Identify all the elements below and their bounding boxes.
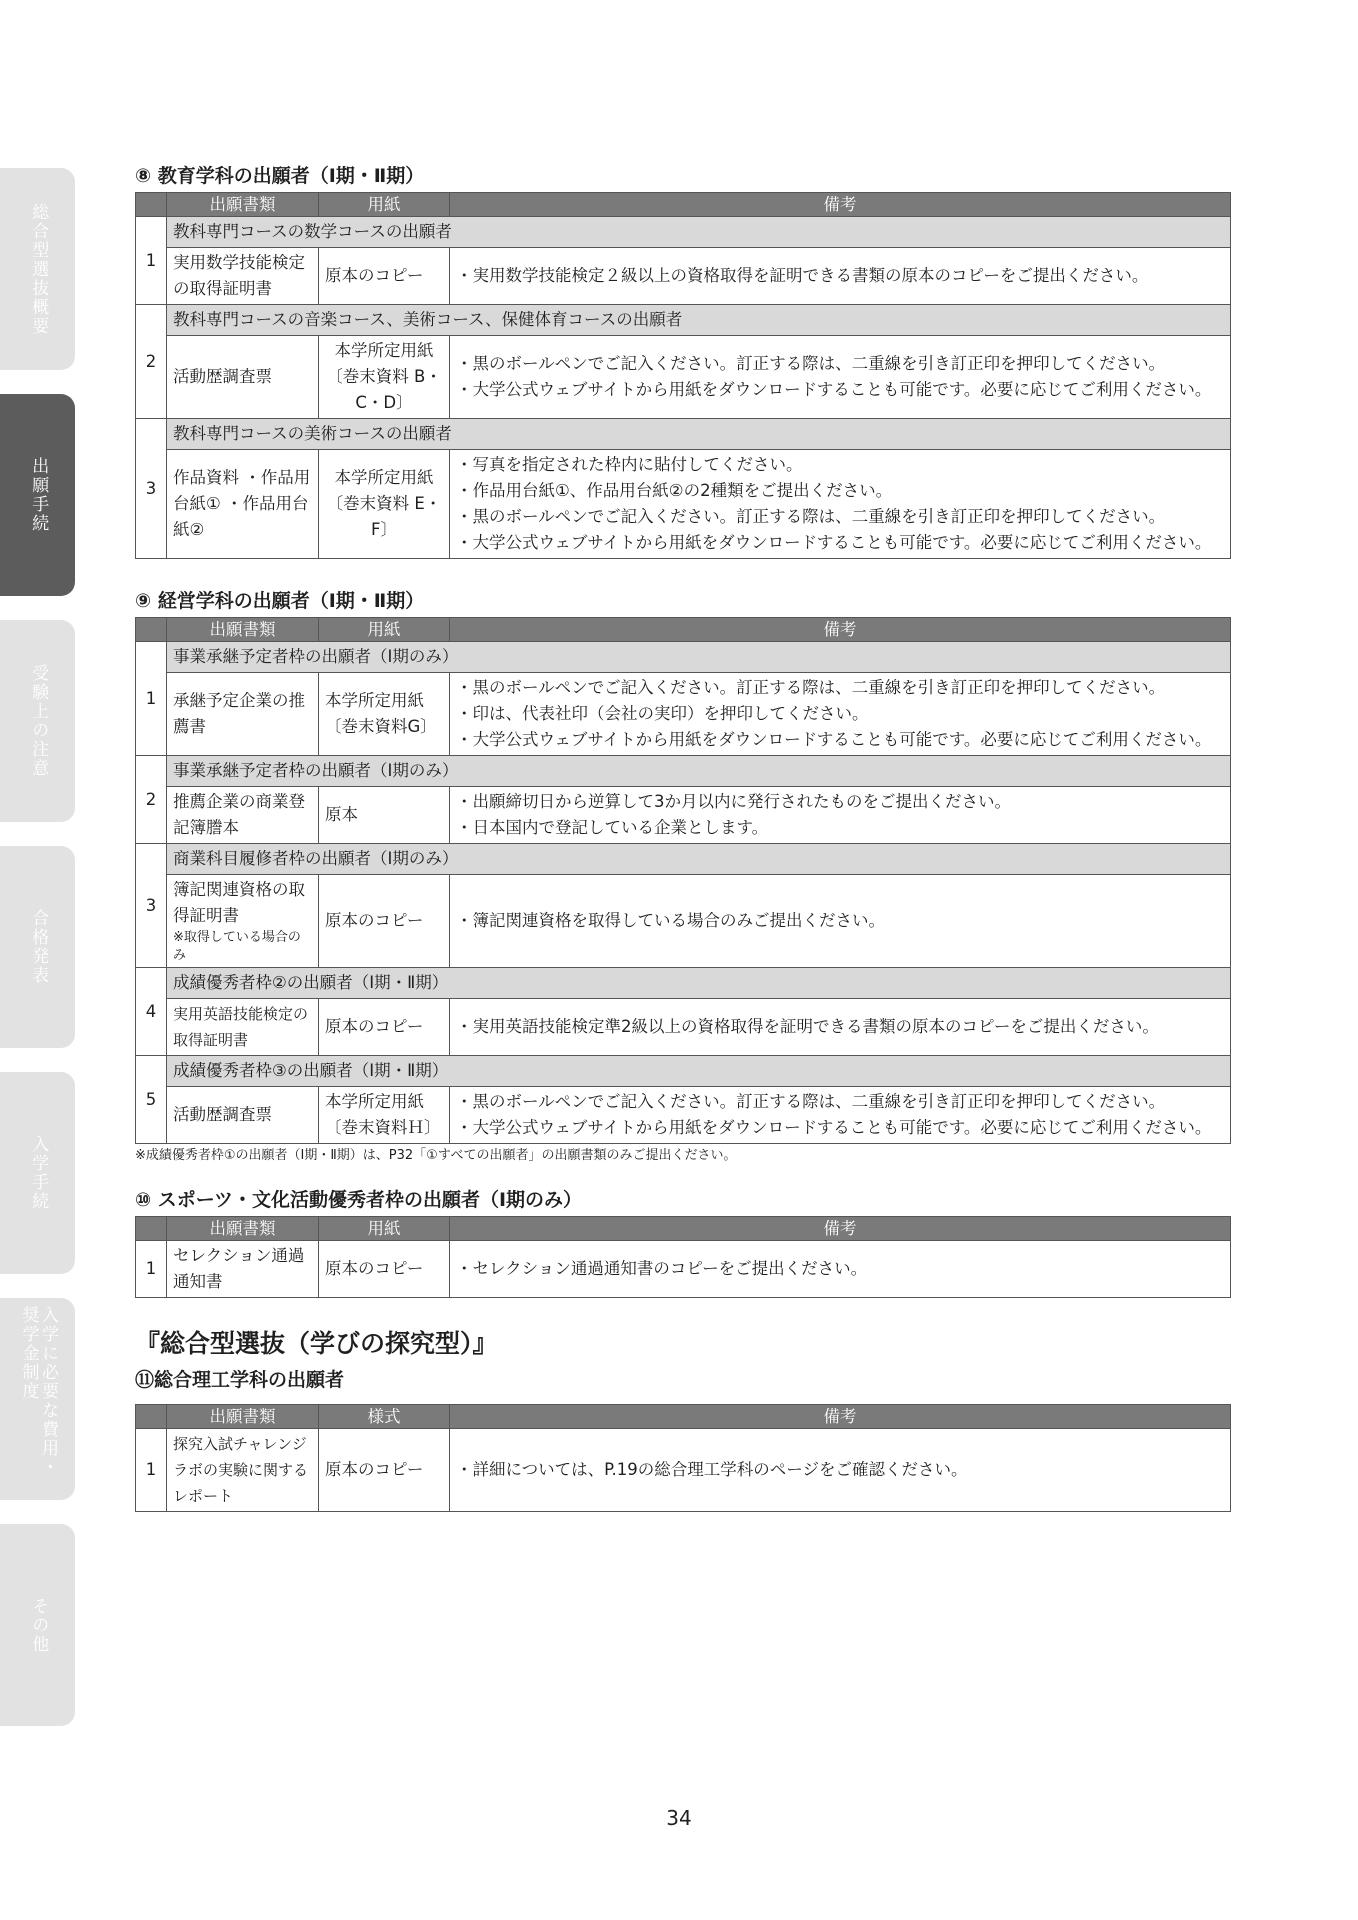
table-row [136,787,1231,844]
row-subheader: 教科専門コースの数学コースの出願者 [167,217,1231,248]
table-row [136,217,1231,248]
header-paper: 用紙 [319,1217,450,1241]
side-tab-results[interactable] [0,846,75,1048]
note-line: ・作品用台紙①、作品用台紙②の2種類をご提出ください。 [456,481,893,500]
header-note: 備考 [450,618,1231,642]
section-8-title: ⑧ 教育学科の出願者（Ⅰ期・Ⅱ期） [135,165,425,187]
note-line: ・印は、代表社印（会社の実印）を押印してください。 [456,704,869,723]
row-doc-note: ※取得している場合のみ [173,930,301,963]
row-number: 4 [136,968,167,1056]
section-8-table [135,192,1231,559]
header-note: 備考 [450,1217,1231,1241]
table-row [136,1056,1231,1087]
header-blank [136,1405,167,1429]
side-tab-overview[interactable] [0,168,75,370]
table-header-row [136,193,1231,217]
header-note: 備考 [450,1405,1231,1429]
table-row [136,336,1231,419]
header-style: 様式 [319,1405,450,1429]
side-tab-label: 入学手続 [28,1135,49,1211]
table-row [136,875,1231,968]
table-row [136,305,1231,336]
row-doc: 推薦企業の商業登記簿謄本 [167,787,319,844]
row-number: 2 [136,305,167,419]
side-tab-label: 出願手続 [28,457,49,533]
table-row [136,1429,1231,1512]
row-subheader: 成績優秀者枠②の出願者（Ⅰ期・Ⅱ期） [167,968,1231,999]
row-paper: 原本 [319,787,450,844]
row-notes [450,1241,1231,1298]
table-row [136,419,1231,450]
side-tab-label: 合格発表 [28,909,49,985]
table-header-row [136,1217,1231,1241]
row-paper: 原本のコピー [319,1429,450,1512]
header-blank [136,618,167,642]
note-line: ・詳細については、P.19の総合理工学科のページをご確認ください。 [456,1460,968,1479]
row-notes [450,787,1231,844]
row-doc-text: 簿記関連資格の取得証明書 [173,880,305,925]
header-note: 備考 [450,193,1231,217]
main-content [135,160,1231,1512]
side-tab-label: 総合型選抜概要 [28,202,49,336]
row-paper: 原本のコピー [319,1241,450,1298]
row-notes [450,673,1231,756]
table-row [136,844,1231,875]
row-doc: 活動歴調査票 [167,1087,319,1144]
row-number: 1 [136,217,167,305]
note-line: ・写真を指定された枠内に貼付してください。 [456,455,803,474]
section-9-footnote: ※成績優秀者枠①の出願者（Ⅰ期・Ⅱ期）は、P32「①すべての出願者」の出願書類のみご提出ください。 [135,1148,737,1163]
section-10-title: ⑩ スポーツ・文化活動優秀者枠の出願者（Ⅰ期のみ） [135,1189,583,1211]
section-11-title: ⑪総合理工学科の出願者 [135,1369,345,1391]
note-line: ・大学公式ウェブサイトから用紙をダウンロードすることも可能です。必要に応じてご利用ください。 [456,730,1212,749]
section-10-table [135,1216,1231,1298]
row-doc: セレクション通過通知書 [167,1241,319,1298]
row-notes [450,999,1231,1056]
table-row [136,673,1231,756]
row-paper: 原本のコピー [319,875,450,968]
row-subheader: 事業承継予定者枠の出願者（Ⅰ期のみ） [167,756,1231,787]
table-header-row [136,618,1231,642]
row-doc: 活動歴調査票 [167,336,319,419]
row-paper: 本学所定用紙〔巻末資料G〕 [319,673,450,756]
header-doc: 出願書類 [167,618,319,642]
header-paper: 用紙 [319,618,450,642]
row-paper: 原本のコピー [319,999,450,1056]
table-row [136,1241,1231,1298]
table-row [136,248,1231,305]
row-notes [450,336,1231,419]
row-subheader: 事業承継予定者枠の出願者（Ⅰ期のみ） [167,642,1231,673]
row-number: 2 [136,756,167,844]
table-row [136,999,1231,1056]
note-line: ・黒のボールペンでご記入ください。訂正する際は、二重線を引き訂正印を押印してください。 [456,678,1166,697]
header-doc: 出願書類 [167,193,319,217]
header-paper: 用紙 [319,193,450,217]
note-line: ・簿記関連資格を取得している場合のみご提出ください。 [456,911,885,930]
table-row [136,1087,1231,1144]
row-notes [450,248,1231,305]
row-subheader: 成績優秀者枠③の出願者（Ⅰ期・Ⅱ期） [167,1056,1231,1087]
note-line: ・実用英語技能検定準2級以上の資格取得を証明できる書類の原本のコピーをご提出ください。 [456,1017,1159,1036]
note-line: ・黒のボールペンでご記入ください。訂正する際は、二重線を引き訂正印を押印してください。 [456,354,1166,373]
header-blank [136,1217,167,1241]
row-paper: 原本のコピー [319,248,450,305]
note-line: ・出願締切日から逆算して3か月以内に発行されたものをご提出ください。 [456,792,1011,811]
note-line: ・セレクション通過通知書のコピーをご提出ください。 [456,1259,868,1278]
table-row [136,756,1231,787]
side-tab-enrollment[interactable] [0,1072,75,1274]
row-paper: 本学所定用紙〔巻末資料 B・C・D〕 [319,336,450,419]
row-notes [450,875,1231,968]
row-subheader: 教科専門コースの美術コースの出願者 [167,419,1231,450]
row-paper: 本学所定用紙〔巻末資料 E・F〕 [319,450,450,559]
note-line: ・黒のボールペンでご記入ください。訂正する際は、二重線を引き訂正印を押印してください。 [456,507,1166,526]
note-line: ・大学公式ウェブサイトから用紙をダウンロードすることも可能です。必要に応じてご利用ください。 [456,1118,1212,1137]
header-doc: 出願書類 [167,1405,319,1429]
row-number: 1 [136,1241,167,1298]
side-tab-label: その他 [28,1596,49,1654]
row-subheader: 商業科目履修者枠の出願者（Ⅰ期のみ） [167,844,1231,875]
header-doc: 出願書類 [167,1217,319,1241]
section-9-table [135,617,1231,1144]
row-notes [450,1429,1231,1512]
row-paper: 本学所定用紙〔巻末資料Ｈ〕 [319,1087,450,1144]
section-11-table [135,1404,1231,1512]
row-number: 3 [136,419,167,559]
row-number: 1 [136,1429,167,1512]
big-section-title: 『総合型選抜（学びの探究型）』 [135,1329,498,1358]
note-line: ・日本国内で登記している企業とします。 [456,818,769,837]
side-tab-exam-notes[interactable] [0,620,75,822]
note-line: ・大学公式ウェブサイトから用紙をダウンロードすることも可能です。必要に応じてご利用ください。 [456,533,1212,552]
row-doc [167,875,319,968]
side-tab-costs[interactable] [0,1298,75,1500]
row-doc: 作品資料 ・作品用台紙① ・作品用台紙② [167,450,319,559]
row-notes [450,1087,1231,1144]
row-number: 1 [136,642,167,756]
side-tab-label: 入学に必要な費用・奨学金制度 [18,1306,59,1477]
table-row [136,968,1231,999]
page-number: 34 [666,1806,692,1830]
header-blank [136,193,167,217]
row-doc: 承継予定企業の推薦書 [167,673,319,756]
table-row [136,450,1231,559]
row-number: 5 [136,1056,167,1144]
side-tab-other[interactable] [0,1524,75,1726]
section-9-title: ⑨ 経営学科の出願者（Ⅰ期・Ⅱ期） [135,590,425,612]
row-number: 3 [136,844,167,968]
row-subheader: 教科専門コースの音楽コース、美術コース、保健体育コースの出願者 [167,305,1231,336]
row-doc: 実用数学技能検定の取得証明書 [167,248,319,305]
table-row [136,642,1231,673]
row-doc: 実用英語技能検定の取得証明書 [167,999,319,1056]
note-line: ・大学公式ウェブサイトから用紙をダウンロードすることも可能です。必要に応じてご利用ください。 [456,380,1212,399]
row-notes [450,450,1231,559]
side-tab-application[interactable] [0,394,75,596]
row-doc: 探究入試チャレンジラボの実験に関するレポート [167,1429,319,1512]
side-tab-label: 受験上の注意 [28,664,49,778]
table-header-row [136,1405,1231,1429]
note-line: ・黒のボールペンでご記入ください。訂正する際は、二重線を引き訂正印を押印してください。 [456,1092,1166,1111]
note-line: ・実用数学技能検定２級以上の資格取得を証明できる書類の原本のコピーをご提出ください。 [456,266,1149,285]
